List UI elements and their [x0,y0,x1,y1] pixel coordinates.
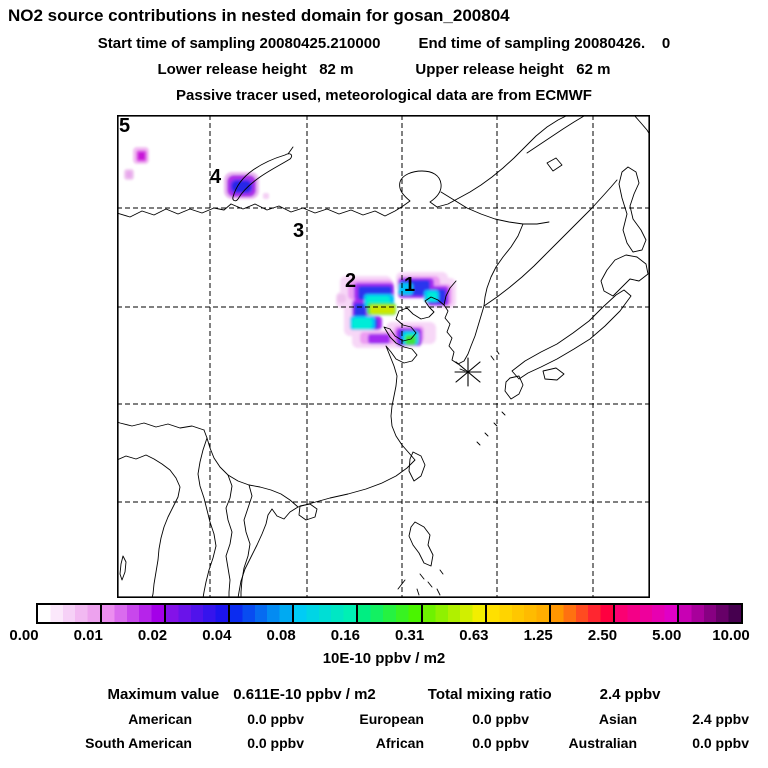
colorbar-tick-label: 0.02 [137,627,168,644]
region-african-label: African [375,735,424,751]
colorbar-tick-label: 10.00 [712,627,750,644]
region-ratio-row-1 [0,711,768,727]
colorbar-segment [292,605,356,622]
colorbar-segment [38,605,100,622]
lower-release-text: Lower release height 82 m [157,61,354,78]
colorbar-tick-label: 1.25 [523,627,553,644]
colorbar-tick-label: 0.00 [9,627,39,644]
colorbar-segment [549,605,613,622]
region-american-label: American [128,711,192,727]
release-height-line [0,61,768,78]
region-australian-label: Australian [568,735,637,751]
colorbar-tick-label: 0.08 [266,627,296,644]
colorbar [36,603,743,624]
max-value-text: 0.611E-10 ppbv / m2 [233,686,376,703]
region-american-value: 0.0 ppbv [247,711,304,727]
start-time-text: Start time of sampling 20080425.210000 [97,35,381,52]
colorbar-tick-label: 5.00 [652,627,682,644]
colorbar-segment [677,605,741,622]
station-asterisk-marker [455,358,481,386]
sampling-times-line [0,35,768,52]
map-plot [117,115,650,598]
colorbar-tick-label: 0.01 [73,627,103,644]
max-value-label: Maximum value [107,686,220,703]
source-label-4: 4 [210,166,222,188]
tracer-note-line: Passive tracer used, meteorological data are from ECMWF [176,87,592,104]
region-european-label: European [359,711,424,727]
map-frame [118,116,649,597]
region-south-american-value: 0.0 ppbv [247,735,304,751]
upper-release-text: Upper release height 62 m [415,61,611,78]
colorbar-ticks [0,627,768,645]
source-number-labels [119,115,415,296]
source-label-5: 5 [119,115,131,137]
coastline-borders [117,115,650,598]
colorbar-tick-label: 2.50 [587,627,618,644]
colorbar-tick-label: 0.31 [395,627,425,644]
region-european-value: 0.0 ppbv [472,711,529,727]
source-label-2: 2 [345,270,357,292]
colorbar-segment [100,605,164,622]
end-time-text: End time of sampling 20080426. 0 [418,35,671,52]
region-australian-value: 0.0 ppbv [692,735,749,751]
plume-source4-blob [224,172,269,199]
colorbar-segment [485,605,549,622]
colorbar-segment [613,605,677,622]
colorbar-tick-label: 0.16 [330,627,360,644]
graticule-gridlines [117,115,650,598]
colorbar-unit-label: 10E-10 ppbv / m2 [322,650,446,667]
colorbar-segment [228,605,292,622]
total-ratio-value: 2.4 ppbv [599,686,661,703]
source-label-1: 1 [404,274,416,296]
region-asian-value: 2.4 ppbv [692,711,749,727]
region-african-value: 0.0 ppbv [472,735,529,751]
source-label-3: 3 [293,220,305,242]
plume-source5-blobs [124,147,149,180]
colorbar-segment [356,605,420,622]
region-south-american-label: South American [85,735,192,751]
page-title: NO2 source contributions in nested domain for gosan_200804 [8,6,510,25]
max-value-row [0,686,768,703]
colorbar-segment [164,605,228,622]
colorbar-segment [421,605,485,622]
total-ratio-label: Total mixing ratio [427,686,552,703]
colorbar-tick-label: 0.04 [202,627,232,644]
region-asian-label: Asian [598,711,637,727]
region-ratio-row-2 [0,735,768,751]
colorbar-tick-label: 0.63 [459,627,489,644]
